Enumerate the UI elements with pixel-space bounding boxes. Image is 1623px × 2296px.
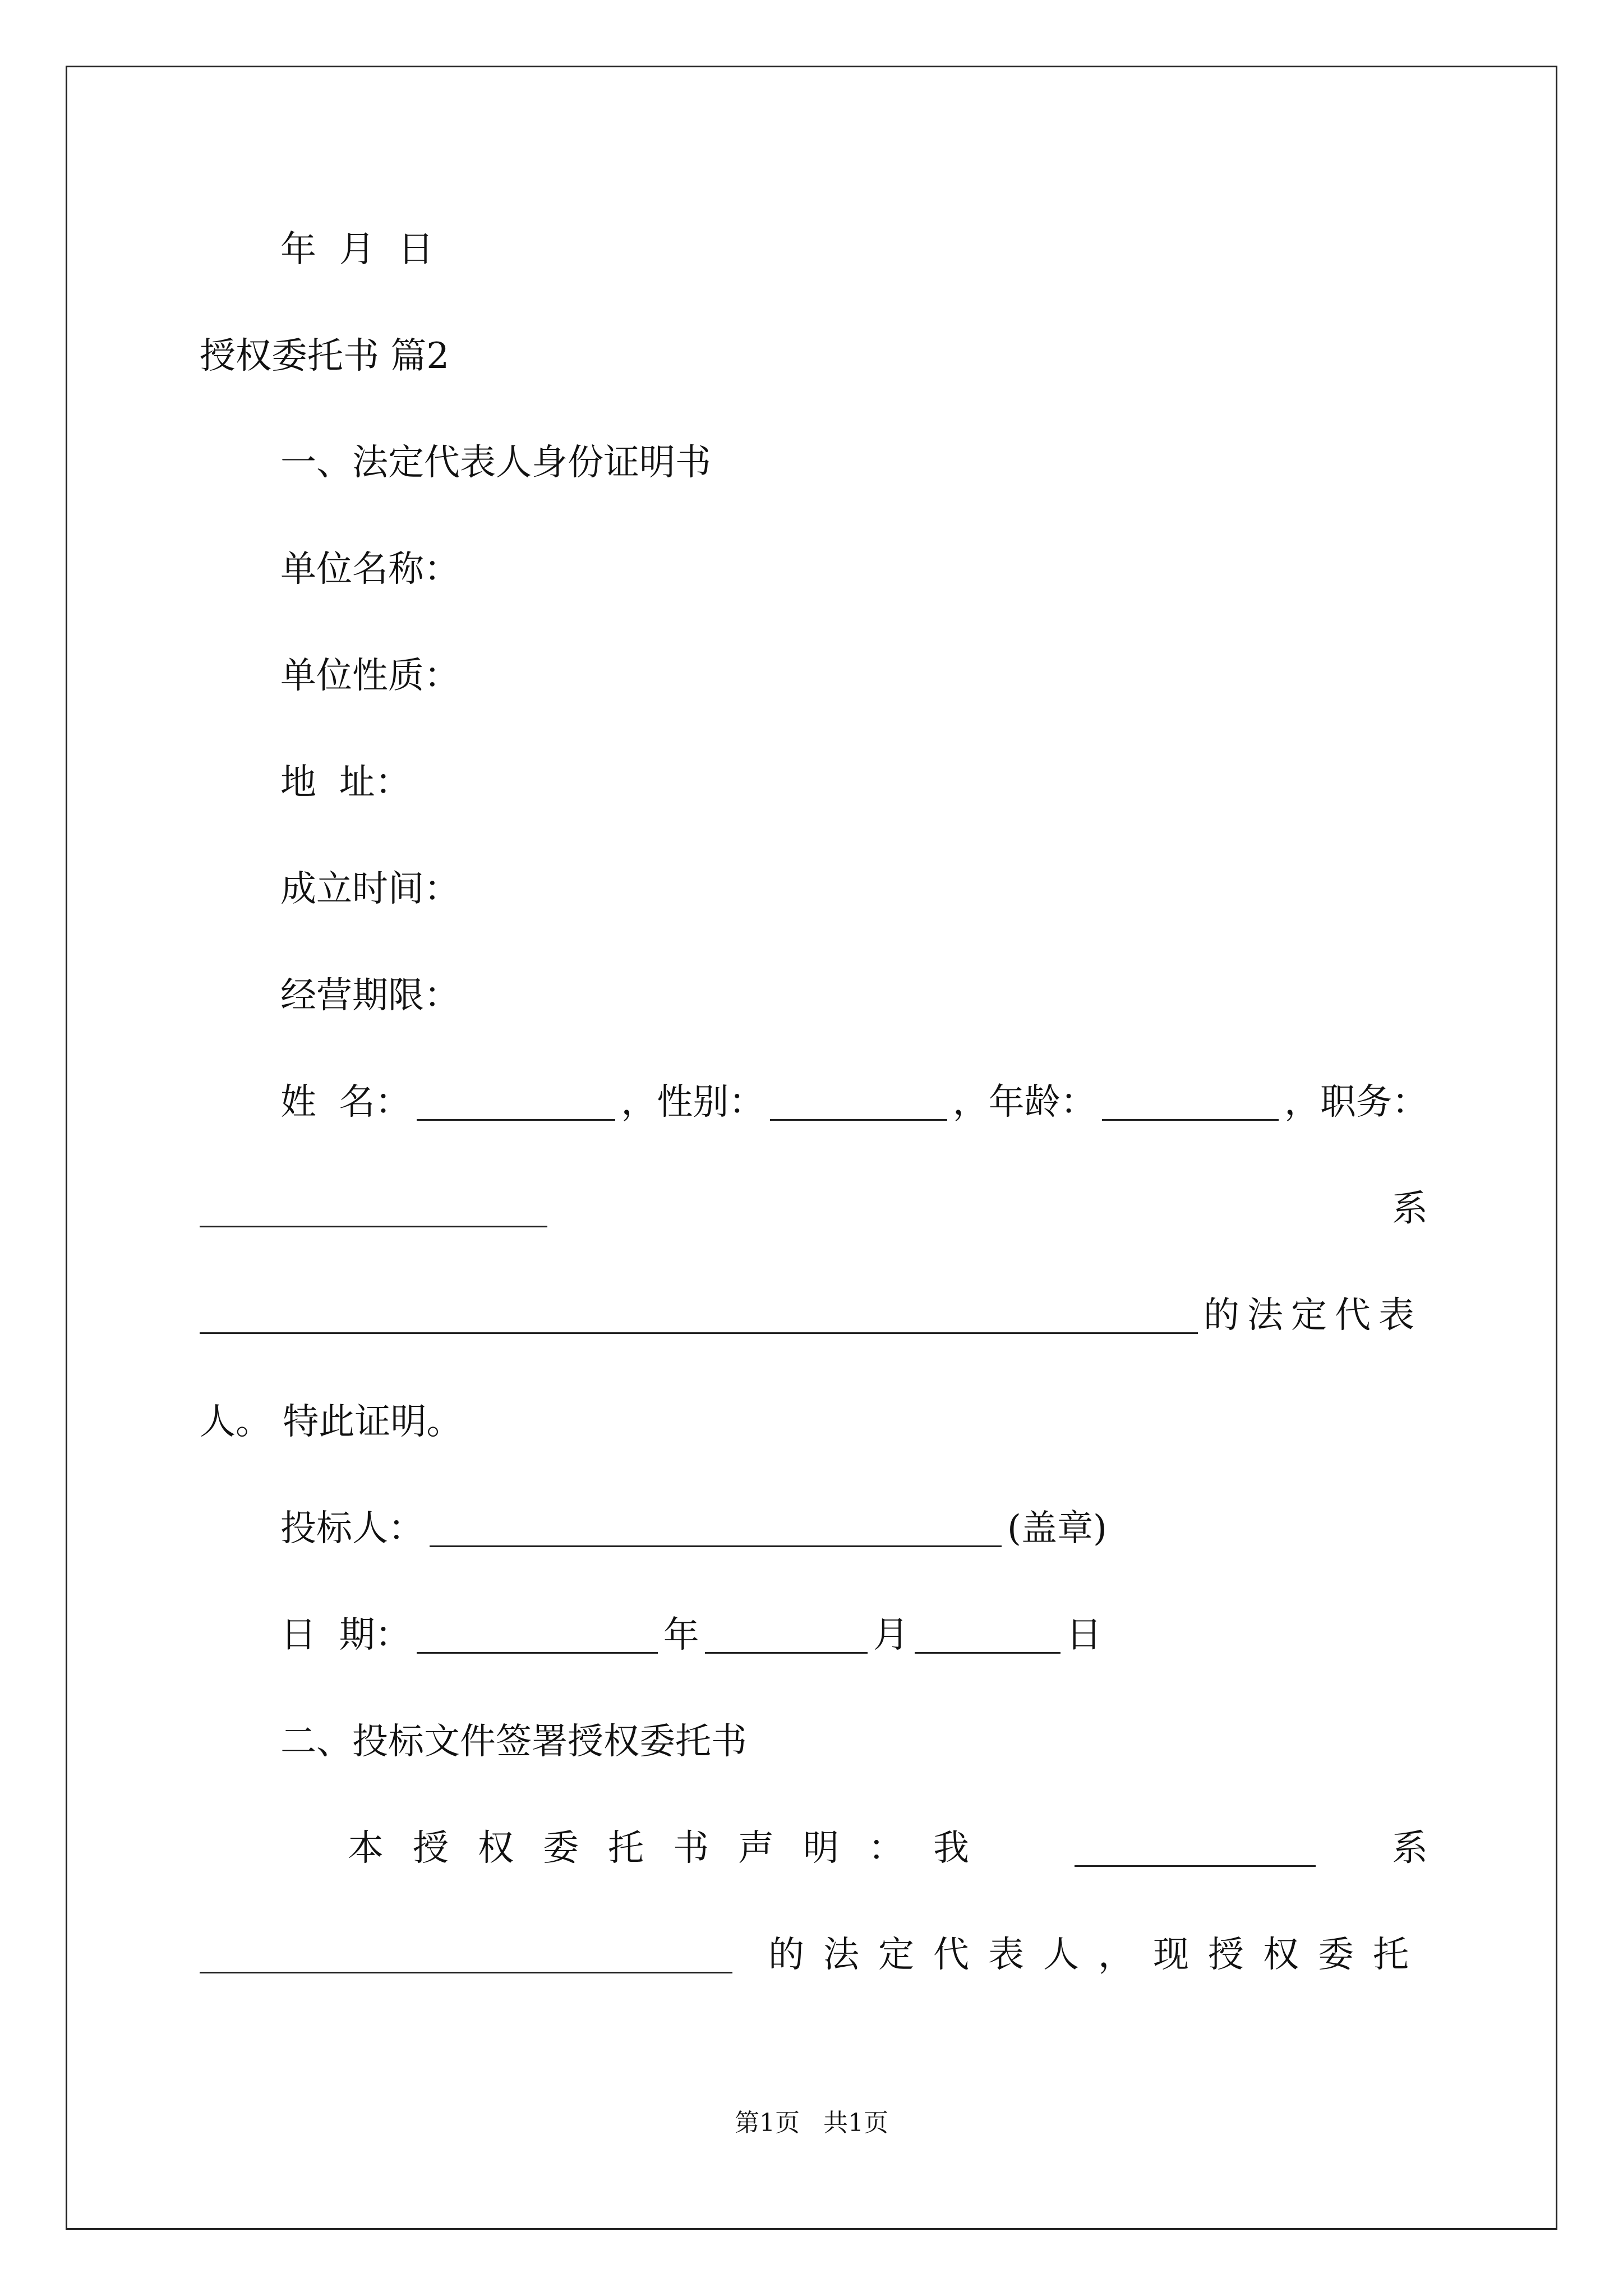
position-label: ，职务： [1284, 1082, 1428, 1123]
page-number: 第1页 共1页 [735, 2109, 888, 2137]
person-info-row [280, 1071, 1428, 1133]
statement-name-blank[interactable] [1075, 1830, 1316, 1867]
entrust-row [200, 1924, 1428, 1986]
position-row [200, 1178, 1428, 1240]
seal-text: (盖章) [1007, 1508, 1107, 1549]
position-blank[interactable] [200, 1191, 547, 1227]
date-row [280, 1604, 1428, 1666]
page-border [66, 66, 1557, 2230]
gender-blank[interactable] [770, 1084, 947, 1121]
part2-heading [280, 1711, 1428, 1773]
part2-heading-text: 二、投标文件签署授权委托书 [280, 1721, 747, 1763]
day-text: 日 [1066, 1614, 1102, 1656]
age-blank[interactable] [1102, 1084, 1279, 1121]
month-text: 月 [873, 1614, 909, 1656]
bidder-blank[interactable] [430, 1511, 1002, 1547]
xi-text: 系 [1392, 1188, 1428, 1230]
date-label: 日 期： [280, 1614, 411, 1656]
statement-text: 本授权委托书声明：我 [348, 1828, 998, 1869]
business-term-label: 经营期限： [280, 975, 460, 1016]
legal-rep-tail: 的法定代表 [1204, 1295, 1422, 1336]
company-blank[interactable] [200, 1297, 1198, 1334]
date-line [280, 219, 1428, 280]
unit-name-row [280, 539, 1428, 600]
day-blank[interactable] [915, 1617, 1061, 1654]
page-footer [0, 2106, 1623, 2140]
address-label: 地 址： [280, 762, 411, 803]
year-blank[interactable] [417, 1617, 658, 1654]
statement-row [348, 1818, 1428, 1879]
gender-label: ，性别： [621, 1082, 765, 1123]
established-label: 成立时间： [280, 868, 460, 910]
unit-name-label: 单位名称： [280, 549, 460, 590]
statement-xi: 系 [1392, 1828, 1428, 1869]
company-row [200, 1285, 1428, 1346]
year-text: 年 [663, 1614, 699, 1656]
established-row [280, 858, 1428, 920]
age-label: ，年龄： [952, 1082, 1096, 1123]
month-blank[interactable] [705, 1617, 868, 1654]
certify-text: 人。 特此证明。 [200, 1401, 463, 1443]
entrust-text: 的法定代表人，现授权委托 [768, 1934, 1428, 1976]
name-blank[interactable] [417, 1084, 616, 1121]
section-title [200, 325, 1428, 387]
business-term-row [280, 965, 1428, 1027]
name-label: 姓 名： [280, 1082, 411, 1123]
bidder-row [280, 1498, 1428, 1559]
address-row [280, 752, 1428, 813]
unit-nature-row [280, 645, 1428, 707]
date-line-text: 年 月 日 [280, 229, 434, 270]
certify-row [200, 1391, 1428, 1453]
section-title-text: 授权委托书 篇2 [200, 335, 450, 377]
entrust-company-blank[interactable] [200, 1937, 732, 1973]
part1-heading-text: 一、法定代表人身份证明书 [280, 442, 711, 484]
part1-heading [280, 432, 1428, 494]
bidder-label: 投标人： [280, 1508, 424, 1549]
unit-nature-label: 单位性质： [280, 655, 460, 697]
